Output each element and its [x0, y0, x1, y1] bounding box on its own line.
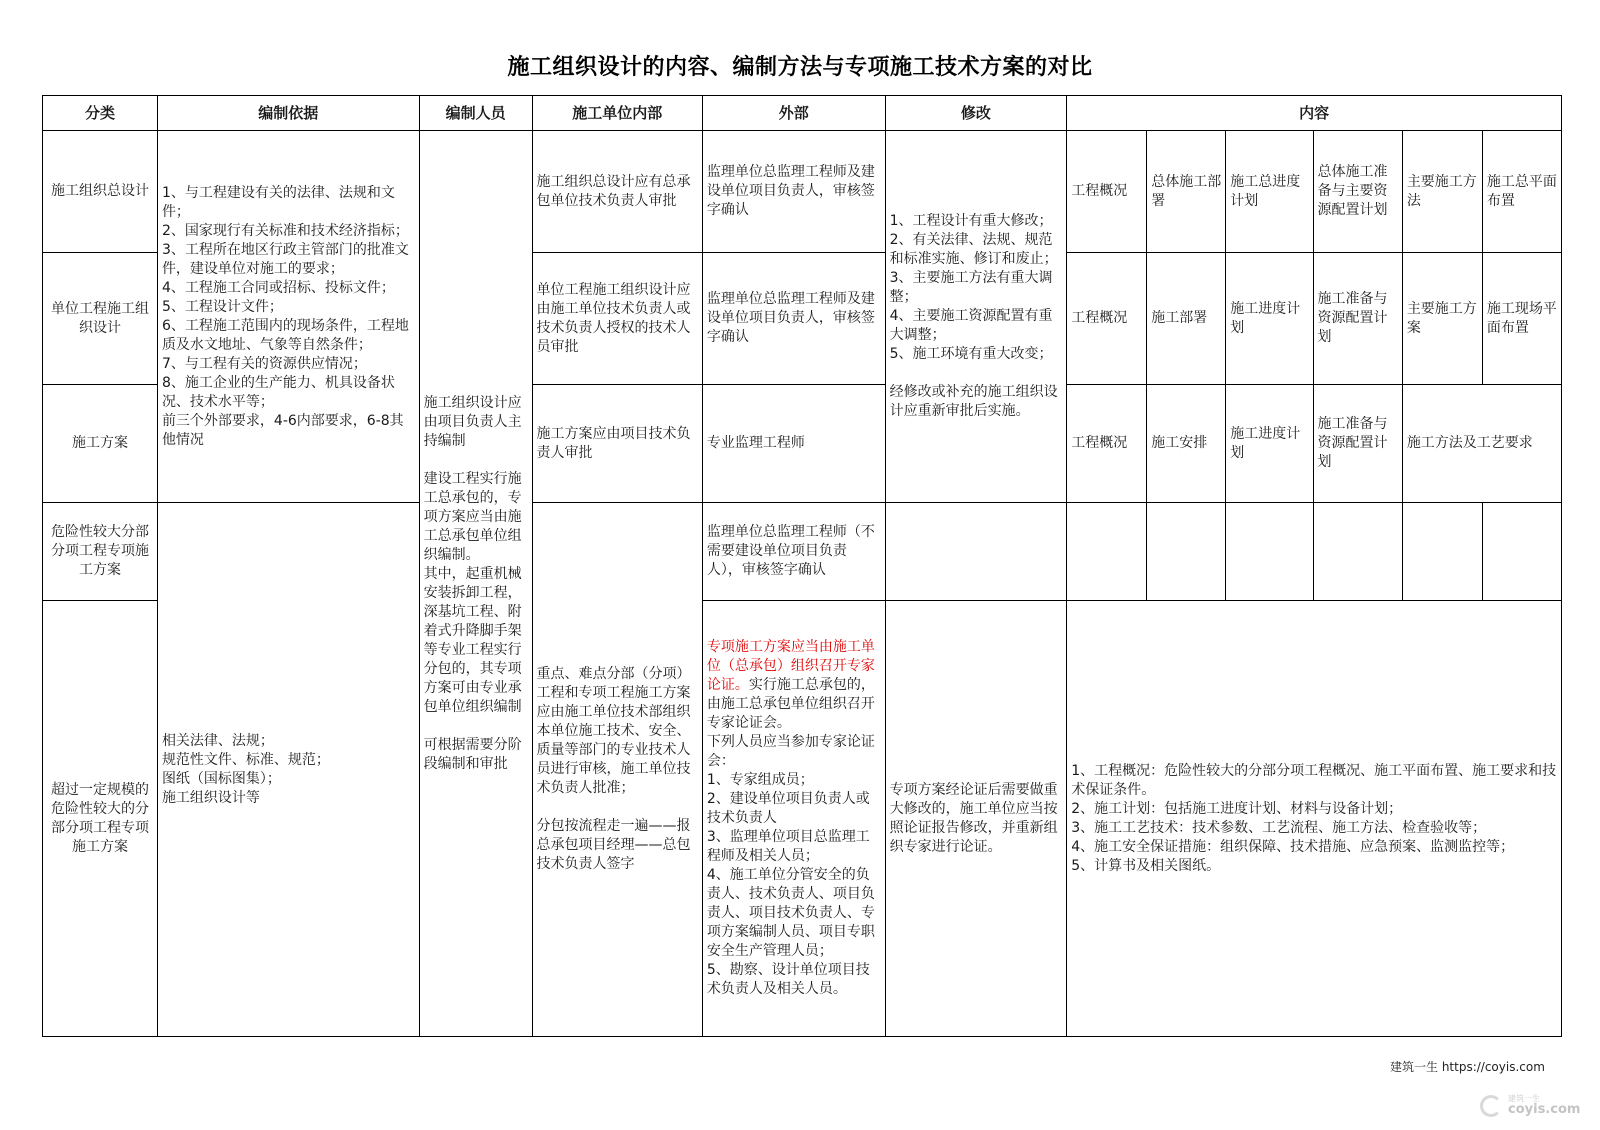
category-cell: 施工组织总设计 [43, 131, 158, 253]
header-basis: 编制依据 [157, 96, 419, 131]
content-cell: 主要施工方法 [1402, 131, 1482, 253]
external-cell: 专业监理工程师 [702, 385, 885, 503]
category-cell: 单位工程施工组织设计 [43, 253, 158, 385]
external-red-text: 专项施工方案应当由施工单位（总承包）组织召开专家论证。 [706, 639, 875, 693]
header-category: 分类 [43, 96, 158, 131]
person-cell: 施工组织设计应由项目负责人主持编制 建设工程实行施工总承包的，专项方案应当由施工总承包单位组织编制。 其中，起重机械安装拆卸工程，深基坑工程、附着式升降脚手架等专业工程实行分包的，其专项方案可由专业承包单位组织编制 可根据需要分阶段编制和审批 [419, 131, 532, 1037]
content-cell: 施工准备与资源配置计划 [1313, 253, 1402, 385]
content-cell [1482, 503, 1561, 601]
content-cell: 施工安排 [1147, 385, 1226, 503]
external-text: 实行施工总承包的，由施工总承包单位组织召开专家论证会。 下列人员应当参加专家论证会： 1、专家组成员； 2、建设单位项目负责人或技术负责人 3、监理单位项目总监理工程师及相关人员； 4、施工单位分管安全的负责人、技术负责人、项目负责人、项目技术负责人、专项方案编制人员、项目专职安全生产管理人员； 5、勘察、设计单位项目技术负责人及相关人员。 [706, 677, 875, 997]
content-cell: 施工现场平面布置 [1482, 253, 1561, 385]
content-cell: 施工方法及工艺要求 [1402, 385, 1561, 503]
watermark [1480, 1093, 1580, 1123]
content-cell [1313, 503, 1402, 601]
content-cell: 工程概况 [1067, 385, 1147, 503]
external-cell: 监理单位总监理工程师及建设单位项目负责人，审核签字确认 [702, 253, 885, 385]
internal-cell: 重点、难点分部（分项）工程和专项工程施工方案应由施工单位技术部组织本单位施工技术、安全、质量等部门的专业技术人员进行审核，施工单位技术负责人批准； 分包按流程走一遍——报总承包项目经理——总包技术负责人签字 [532, 503, 702, 1037]
content-cell: 施工进度计划 [1226, 253, 1313, 385]
content-cell: 施工总进度计划 [1226, 131, 1313, 253]
content-cell [1226, 503, 1313, 601]
category-cell: 超过一定规模的危险性较大的分部分项工程专项施工方案 [43, 601, 158, 1037]
content-cell: 工程概况 [1067, 253, 1147, 385]
header-person: 编制人员 [419, 96, 532, 131]
watermark-small-text: 建筑一生 [1508, 1094, 1540, 1103]
page-title: 施工组织设计的内容、编制方法与专项施工技术方案的对比 [507, 55, 1093, 80]
content-cell: 施工部署 [1147, 253, 1226, 385]
footer-credit: 建筑一生 https://coyis.com [1390, 1060, 1545, 1074]
header-row [43, 96, 1562, 131]
content-cell: 施工进度计划 [1226, 385, 1313, 503]
content-cell: 施工准备与资源配置计划 [1313, 385, 1402, 503]
external-cell: 监理单位总监理工程师（不需要建设单位项目负责人），审核签字确认 [702, 503, 885, 601]
header-modify: 修改 [885, 96, 1067, 131]
content-cell: 施工总平面布置 [1482, 131, 1561, 253]
internal-cell: 施工组织总设计应有总承包单位技术负责人审批 [532, 131, 702, 253]
content-cell [1067, 503, 1147, 601]
content-cell: 工程概况 [1067, 131, 1147, 253]
watermark-big-text: coyis.com [1508, 1102, 1581, 1117]
category-cell: 危险性较大分部分项工程专项施工方案 [43, 503, 158, 601]
modify-cell [885, 503, 1067, 601]
external-cell: 监理单位总监理工程师及建设单位项目负责人，审核签字确认 [702, 131, 885, 253]
content-cell: 总体施工部署 [1147, 131, 1226, 253]
header-content: 内容 [1067, 96, 1562, 131]
modify-cell: 1、工程设计有重大修改； 2、有关法律、法规、规范和标准实施、修订和废止； 3、主要施工方法有重大调整； 4、主要施工资源配置有重大调整； 5、施工环境有重大改变； 经修改或补充的施工组织设计应重新审批后实施。 [885, 131, 1067, 503]
modify-cell: 专项方案经论证后需要做重大修改的，施工单位应当按照论证报告修改，并重新组织专家进行论证。 [885, 601, 1067, 1037]
content-cell: 主要施工方案 [1402, 253, 1482, 385]
header-internal: 施工单位内部 [532, 96, 702, 131]
comparison-table [42, 95, 1562, 1037]
table-row [43, 503, 1562, 601]
internal-cell: 单位工程施工组织设计应由施工单位技术负责人或技术负责人授权的技术人员审批 [532, 253, 702, 385]
external-cell [702, 601, 885, 1037]
table-row [43, 131, 1562, 253]
header-external: 外部 [702, 96, 885, 131]
watermark-logo-icon [1480, 1095, 1502, 1117]
content-cell: 总体施工准备与主要资源配置计划 [1313, 131, 1402, 253]
internal-cell: 施工方案应由项目技术负责人审批 [532, 385, 702, 503]
category-cell: 施工方案 [43, 385, 158, 503]
basis-cell: 相关法律、法规； 规范性文件、标准、规范； 图纸（国标图集）； 施工组织设计等 [157, 503, 419, 1037]
content-cell: 1、工程概况：危险性较大的分部分项工程概况、施工平面布置、施工要求和技术保证条件。 2、施工计划：包括施工进度计划、材料与设备计划； 3、施工工艺技术：技术参数、工艺流程、施工方法、检查验收等； 4、施工安全保证措施：组织保障、技术措施、应急预案、监测监控等； 5、计算书及相关图纸。 [1067, 601, 1562, 1037]
content-cell [1147, 503, 1226, 601]
basis-cell: 1、与工程建设有关的法律、法规和文件； 2、国家现行有关标准和技术经济指标； 3、工程所在地区行政主管部门的批准文件，建设单位对施工的要求； 4、工程施工合同或招标、投标文件； 5、工程设计文件； 6、工程施工范围内的现场条件，工程地质及水文地址、气象等自然条件； 7、与工程有关的资源供应情况； 8、施工企业的生产能力、机具设备状况、技术水平等； 前三个外部要求，4-6内部要求，6-8其他情况 [157, 131, 419, 503]
content-cell [1402, 503, 1482, 601]
